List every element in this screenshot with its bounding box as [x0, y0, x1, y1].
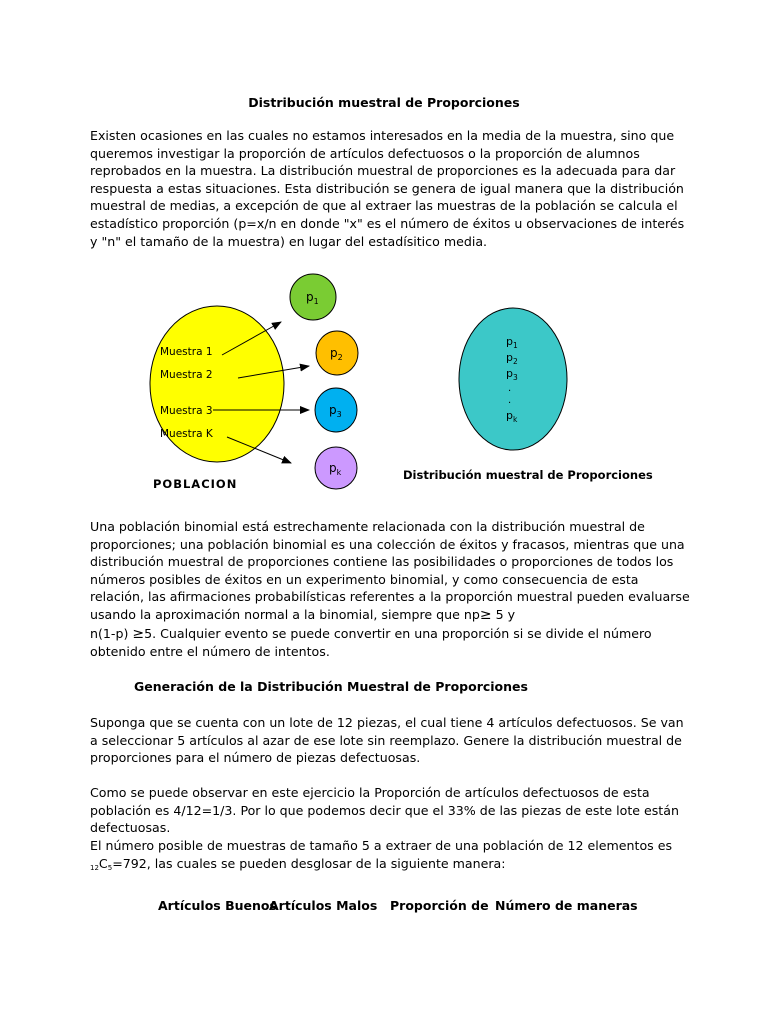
distribution-label: Distribución muestral de Proporciones — [403, 468, 653, 482]
binomial-text-2: 5 y — [495, 606, 516, 622]
sample-label-2: Muestra 2 — [160, 369, 213, 381]
proportion-paragraph: Como se puede observar en este ejercicio la Proporción de artículos defectuosos de esta población es 4/12=1/3. Por lo que podemos decir que el 33% de las piezas de este lote están defectuosas. — [90, 785, 679, 836]
dist-item-p1: $p_1$ — [506, 335, 518, 350]
sample-label-3: Muestra 3 — [160, 405, 213, 417]
dist-item-dot-1: . — [508, 383, 512, 394]
intro-paragraph: Existen ocasiones en las cuales no estamos interesados en la media de la muestra, sino que queremos investigar la proporción de artículos defectuosos o la proporción de alumnos reprobados en la muestra. La distribución muestral de proporciones es la adecuada para dar respuesta a estas situaciones. Esta distribución se genera de igual manera que la distribución muestral de medias, a excepción de que al extraer las muestras de la población se calcula el estadístico proporción (p=x/n en donde "x" es el número de éxitos u observaciones de interés y "n" el tamaño de la muestra) en lugar del estadísitico media. — [90, 128, 685, 249]
section-heading: Generación de la Distribución Muestral de Proporciones — [134, 679, 528, 694]
sampling-diagram — [0, 270, 768, 505]
table-header-maneras: Número de maneras — [495, 898, 638, 913]
binomial-text-1: Una población binomial está estrechamente relacionada con la distribución muestral de proporciones; una población binomial es una colección de éxitos y fracasos, mientras que una distribución muestral de proporciones contiene las posibilidades o proporciones de todos los números posibles de éxitos en un experimento binomial, y como consecuencia de esta relación, las afirmaciones probabilísticas referentes a la proporción muestral pueden evaluarse usando la aproximación normal a la binomial, siempre que np — [90, 519, 690, 622]
binomial-paragraph — [90, 518, 690, 661]
dist-item-dot-2: . — [508, 395, 512, 406]
combinations-text-before: El número posible de muestras de tamaño 5 a extraer de una población de 12 elementos es — [90, 838, 673, 853]
table-header-buenos: Artículos Buenos — [158, 898, 277, 913]
table-header-malos: Artículos Malos — [269, 898, 378, 913]
combination-c: C — [98, 855, 108, 871]
combinations-text-after: =792, las cuales se pueden desglosar de la siguiente manera: — [112, 855, 506, 871]
p2-label: $p_2$ — [330, 346, 343, 362]
table-header-proporcion: Proporción de — [390, 898, 489, 913]
page-title: Distribución muestral de Proporciones — [248, 95, 520, 110]
binomial-text-4: 5. Cualquier evento se puede convertir en una proporción si se divide el número obtenido entre el número de intentos. — [90, 625, 652, 660]
population-label: POBLACION — [153, 477, 238, 491]
dist-item-p2: $p_2$ — [506, 351, 518, 366]
combination-n: 12 — [90, 863, 99, 872]
geq-symbol-2: ≥ — [132, 625, 145, 642]
pk-label: $p_k$ — [329, 461, 342, 477]
combination-k: 5 — [107, 863, 113, 872]
binomial-text-3: n(1-p) — [90, 625, 133, 641]
p3-label: $p_3$ — [329, 403, 342, 419]
problem-paragraph: Suponga que se cuenta con un lote de 12 piezas, el cual tiene 4 artículos defectuosos. Se van a seleccionar 5 artículos al azar de ese lote sin reemplazo. Genere la distribución muestral de proporciones para el número de piezas defectuosas. — [90, 715, 684, 766]
p1-label: $p_1$ — [306, 290, 319, 306]
dist-item-pk: $p_k$ — [506, 409, 518, 424]
combinations-paragraph — [90, 837, 690, 875]
geq-symbol-1: ≥ — [479, 606, 492, 623]
dist-item-p3: $p_3$ — [506, 367, 518, 382]
sample-label-1: Muestra 1 — [160, 346, 213, 358]
sample-label-k: Muestra K — [160, 428, 213, 440]
